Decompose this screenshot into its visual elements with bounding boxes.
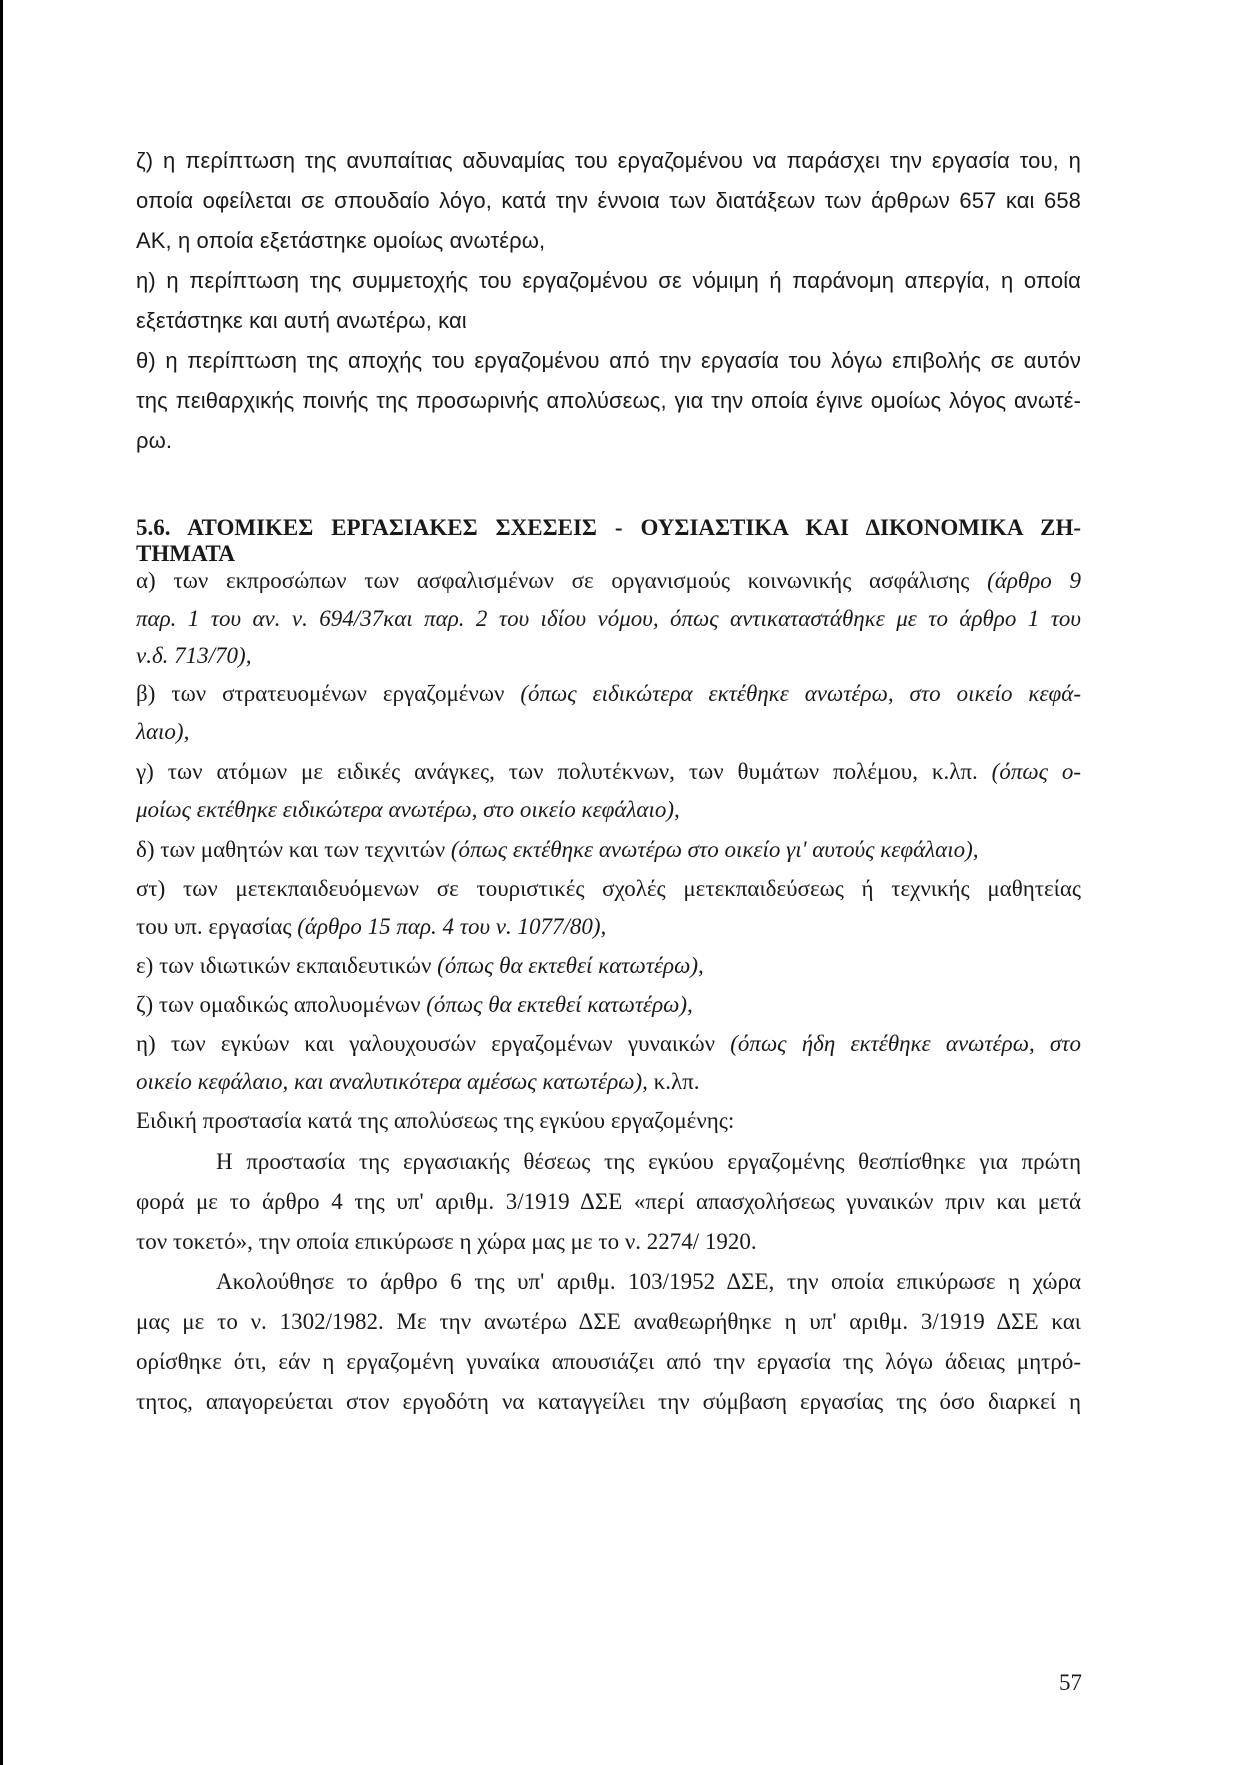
paragraph-line: τητος, απαγορεύεται στον εργοδότη να καταγγείλει την σύμβαση εργασίας της όσο διαρκεί η [136,1389,1081,1414]
list-item-text: ε) των ιδιωτικών εκπαιδευτικών [136,953,432,978]
list-item-text: του υπ. εργασίας [136,914,292,939]
list-item-citation: οικείο κεφάλαιο, και αναλυτικότερα αμέσως κατωτέρω), [136,1069,648,1094]
list-item-text: η) των εγκύων και γαλουχουσών εργαζομένων γυναικών [136,1031,716,1056]
text-line: θ) η περίπτωση της αποχής του εργαζομένου από την εργασία του λόγω επιβολής σε αυτόν [136,348,1081,373]
paragraph-line: φορά με το άρθρο 4 της υπ' αριθμ. 3/1919 ΔΣΕ «περί απασχολήσεως γυναικών πριν και μετά [136,1189,1081,1214]
paragraph-line: Ακολούθησε το άρθρο 6 της υπ' αριθμ. 103/1952 ΔΣΕ, την οποία επικύρωσε η χώρα [216,1269,1081,1294]
list-item-text: κ.λπ. [653,1069,700,1094]
section-heading: ΤΗΜΑΤΑ [136,541,236,566]
list-item-citation: (όπως θα εκτεθεί κατωτέρω), [426,992,693,1017]
list-item-citation: (όπως ο- [991,759,1082,784]
list-item-continuation [136,913,1081,941]
list-item-citation: ν.δ. 713/70), [136,643,252,668]
text-line: ζ) η περίπτωση της ανυπαίτιας αδυναμίας του εργαζομένου να παράσχει την εργασία του, η [136,148,1081,173]
list-item-citation: (όπως ειδικώτερα εκτέθηκε ανωτέρω, στο οικείο κεφά- [520,681,1081,706]
list-item [136,758,1081,786]
list-item-continuation [136,1068,1081,1096]
list-item-continuation [136,642,1081,670]
paragraph-line: μας με το ν. 1302/1982. Με την ανωτέρω ΔΣΕ αναθεωρήθηκε η υπ' αριθμ. 3/1919 ΔΣΕ και [136,1309,1081,1334]
text-line: ρω. [136,428,173,453]
list-item-text: β) των στρατευομένων εργαζομένων [136,681,505,706]
list-item-citation: (όπως ήδη εκτέθηκε ανωτέρω, στο [730,1031,1081,1056]
list-item-citation: παρ. 1 του αν. ν. 694/37και παρ. 2 του ιδίου νόμου, όπως αντικαταστάθηκε με το άρθρο 1 του [136,606,1081,631]
list-item-text: δ) των μαθητών και των τεχνιτών [136,837,446,862]
text-line: οποία οφείλεται σε σπουδαίο λόγο, κατά την έννοια των διατάξεων των άρθρων 657 και 658 [136,188,1081,213]
page-number: 57 [1059,1670,1082,1695]
list-item-continuation [136,796,1081,824]
list-item-citation: (όπως θα εκτεθεί κατωτέρω), [437,953,704,978]
list-item [136,952,1081,980]
paragraph-heading: Ειδική προστασία κατά της απολύσεως της εγκύου εργαζομένης: [136,1108,735,1133]
text-line: ΑΚ, η οποία εξετάστηκε ομοίως ανωτέρω, [136,228,546,253]
paragraph-line: Η προστασία της εργασιακής θέσεως της εγκύου εργαζομένης θεσπίσθηκε για πρώτη [216,1149,1081,1174]
list-item [136,680,1081,708]
list-item-text: γ) των ατόμων με ειδικές ανάγκες, των πολυτέκνων, των θυμάτων πολέμου, κ.λπ. [136,759,978,784]
list-item [136,1030,1081,1058]
paragraph-line: τον τοκετό», την οποία επικύρωσε η χώρα μας με το ν. 2274/ 1920. [136,1229,757,1254]
list-item-citation: μοίως εκτέθηκε ειδικώτερα ανωτέρω, στο οικείο κεφάλαιο), [136,797,680,822]
list-item [136,836,1081,864]
list-item: στ) των μετεκπαιδευόμενων σε τουριστικές σχολές μετεκπαιδεύσεως ή τεχνικής μαθητείας [136,876,1081,901]
list-item-continuation [136,718,1081,746]
list-item-text: ζ) των ομαδικώς απολυομένων [136,992,421,1017]
list-item-text: α) των εκπροσώπων των ασφαλισμένων σε οργανισμούς κοινωνικής ασφάλισης [136,568,970,593]
list-item [136,991,1081,1019]
list-item-citation: (όπως εκτέθηκε ανωτέρω στο οικείο γι' αυτούς κεφάλαιο), [450,837,979,862]
list-item [136,567,1081,595]
list-item-citation: λαιο), [136,719,190,744]
document-page [3,0,1257,1765]
paragraph-line: ορίσθηκε ότι, εάν η εργαζομένη γυναίκα απουσιάζει από την εργασία της λόγω άδειας μητρό- [136,1349,1081,1374]
text-line: της πειθαρχικής ποινής της προσωρινής απολύσεως, για την οποία έγινε ομοίως λόγος ανωτέ- [136,388,1081,413]
text-line: εξετάστηκε και αυτή ανωτέρω, και [136,308,467,333]
text-line: η) η περίπτωση της συμμετοχής του εργαζομένου σε νόμιμη ή παράνομη απεργία, η οποία [136,268,1081,293]
list-item-citation: (άρθρο 9 [987,568,1082,593]
section-heading: 5.6. ΑΤΟΜΙΚΕΣ ΕΡΓΑΣΙΑΚΕΣ ΣΧΕΣΕΙΣ - ΟΥΣΙΑΣΤΙΚΑ ΚΑΙ ΔΙΚΟΝΟΜΙΚΑ ΖΗ- [136,515,1081,540]
list-item-continuation [136,605,1081,633]
list-item-citation: (άρθρο 15 παρ. 4 του ν. 1077/80), [297,914,607,939]
